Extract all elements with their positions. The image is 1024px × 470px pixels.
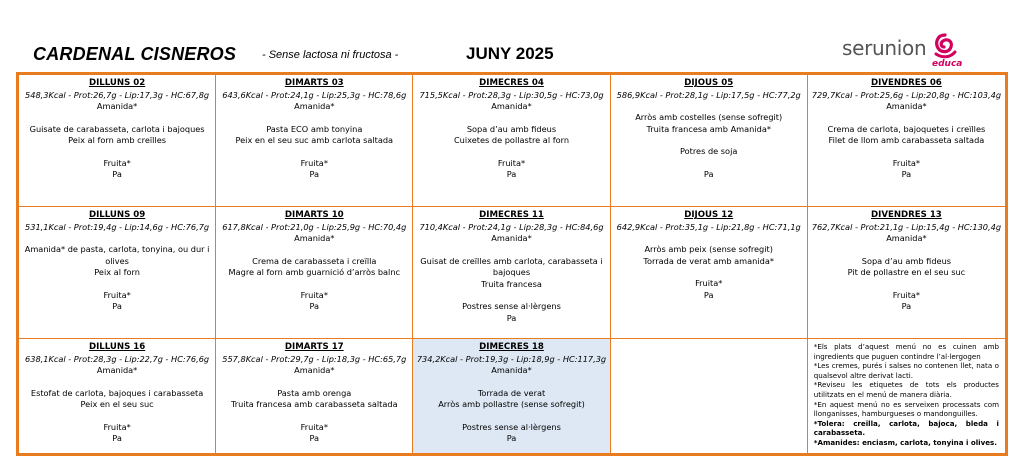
- dish-item: Magre al forn amb guarnició d’arròs balnc: [228, 267, 401, 277]
- salad-item: Amanida*: [294, 365, 335, 375]
- dessert-item: Pa: [309, 169, 320, 179]
- dish-item: Crema de carlota, bajoquetes i creïlles: [827, 123, 986, 134]
- spacer: [22, 377, 212, 388]
- dessert-item: Fruita*: [103, 289, 131, 300]
- dessert-item: Fruita*: [300, 157, 328, 168]
- salad-item: Amanida*: [491, 365, 532, 375]
- dessert-item: Fruita*: [892, 157, 921, 168]
- nutrition-info: 548,3Kcal - Prot:26,7g - Lip:17,3g - HC:67,8g: [25, 89, 210, 100]
- spacer: [614, 158, 804, 169]
- spacer: [811, 279, 1002, 290]
- nutrition-info: 715,5Kcal - Prot:28,3g - Lip:30,5g - HC:73,0g: [419, 89, 604, 100]
- note-line: *Els plats d’aquest menú no es cuinen amb ingredients que puguen contindre l’al·lergogen: [813, 342, 999, 361]
- nutrition-info: 557,8Kcal - Prot:29,7g - Lip:18,3g - HC:65,7g: [222, 353, 407, 364]
- day-heading: DILLUNS 02: [88, 78, 146, 88]
- spacer: [416, 147, 606, 158]
- dessert-item: Pa: [112, 301, 122, 311]
- day-heading: DIJOUS 12: [684, 210, 734, 220]
- dish-item: Guisate de carabasseta, carlota i bajoques: [29, 123, 205, 134]
- dish-item: Amanida* de pasta, carlota, tonyina, ou dur i olives: [24, 244, 210, 266]
- salad-item: Amanida*: [294, 233, 335, 243]
- day-cell: [216, 75, 413, 207]
- dish-item: Arròs amb pollastre (sense sofregit): [438, 399, 585, 409]
- dish-item: Guisat de creïlles amb carlota, carabasseta i bajoques: [420, 255, 603, 277]
- dessert-item: Fruita*: [300, 289, 328, 300]
- salad-item: Amanida*: [96, 365, 138, 375]
- dessert-item: Fruita*: [300, 421, 328, 432]
- day-heading: DILLUNS 16: [88, 342, 146, 352]
- salad-item: Amanida*: [886, 101, 927, 111]
- spacer: [416, 290, 606, 301]
- note-line: *Les cremes, purés i salses no contenen llet, nata o qualsevol altre derivat lacti.: [813, 361, 999, 380]
- empty-cell: [611, 339, 808, 453]
- day-cell: [19, 207, 216, 339]
- dish-item: Arròs amb peix (sense sofregit): [644, 244, 773, 254]
- dish-item: Peix al forn amb creïlles: [68, 135, 167, 145]
- dish-item: Truita francesa amb carabasseta saltada: [230, 399, 398, 409]
- spacer: [811, 113, 1002, 124]
- dish-item: Truita francesa: [481, 278, 542, 289]
- dish-item: Pit de pollastre en el seu suc: [847, 267, 966, 277]
- nutrition-info: 531,1Kcal - Prot:19,4g - Lip:14,6g - HC:76,7g: [25, 221, 210, 232]
- logo-swirl-icon: [932, 32, 958, 60]
- day-heading: DIVENDRES 06: [870, 78, 942, 88]
- spacer: [219, 147, 409, 158]
- nutrition-info: 762,7Kcal - Prot:21,1g - Lip:15,4g - HC:130,4g: [811, 221, 1002, 232]
- nutrition-info: 642,9Kcal - Prot:35,1g - Lip:21,8g - HC:71,1g: [616, 221, 801, 232]
- dish-item: Torrada de verat amb amanida*: [643, 255, 774, 266]
- day-heading: DIVENDRES 13: [870, 210, 942, 220]
- dessert-item: Pa: [112, 169, 122, 179]
- month-title: JUNY 2025: [466, 44, 554, 63]
- dessert-item: Pa: [901, 301, 912, 311]
- nutrition-info: 638,1Kcal - Prot:28,3g - Lip:22,7g - HC:76,6g: [25, 353, 210, 364]
- day-cell: [611, 75, 808, 207]
- dessert-item: Fruita*: [103, 421, 131, 432]
- day-cell: [216, 207, 413, 339]
- dish-item: Pasta amb orenga: [277, 387, 352, 398]
- spacer: [22, 279, 212, 290]
- salad-item: Amanida*: [96, 101, 138, 111]
- page-header: [0, 0, 1024, 72]
- logo-text: serunion: [842, 36, 927, 60]
- dish-item: Filet de llom amb carabasseta saltada: [828, 135, 985, 145]
- spacer: [219, 245, 409, 256]
- day-cell: [611, 207, 808, 339]
- day-heading: DIMARTS 17: [284, 342, 344, 352]
- notes-cell: [808, 339, 1005, 453]
- dish-item: Potres de soja: [680, 146, 738, 156]
- dish-item: Cuixetes de pollastre al forn: [453, 135, 570, 145]
- day-heading: DIMECRES 04: [479, 78, 544, 88]
- day-cell: [808, 207, 1005, 339]
- dessert-item: Fruita*: [103, 157, 131, 168]
- day-cell: [19, 339, 216, 453]
- dish-item: Peix en el seu suc: [80, 399, 154, 409]
- dessert-item: Pa: [112, 433, 122, 443]
- dish-item: Peix en el seu suc amb carlota saltada: [235, 135, 394, 145]
- dish-item: Truita francesa amb Amanida*: [646, 123, 771, 134]
- nutrition-info: 643,6Kcal - Prot:24,1g - Lip:25,3g - HC:78,6g: [222, 89, 407, 100]
- spacer: [219, 411, 409, 422]
- spacer: [614, 267, 804, 278]
- dessert-item: Pa: [703, 168, 714, 179]
- dessert-item: Pa: [703, 289, 714, 300]
- note-line: *Reviseu les etiquetes de tots els productes utilitzats en el menú de manera diària.: [813, 380, 999, 399]
- day-heading: DIMECRES 11: [479, 210, 544, 220]
- day-cell: [19, 75, 216, 207]
- spacer: [811, 245, 1002, 256]
- dessert-item: Pa: [506, 433, 517, 443]
- nutrition-info: 729,7Kcal - Prot:25,6g - Lip:20,8g - HC:103,4g: [811, 89, 1002, 100]
- day-cell: [808, 75, 1005, 207]
- note-line: *Amanides: enciasm, carlota, tonyina i olives.: [813, 437, 997, 447]
- spacer: [811, 147, 1002, 158]
- school-title: CARDENAL CISNEROS: [33, 44, 237, 64]
- spacer: [416, 245, 606, 256]
- dessert-item: Pa: [506, 312, 517, 323]
- day-heading: DIMECRES 18: [479, 342, 544, 352]
- salad-item: Amanida*: [491, 233, 532, 243]
- spacer: [22, 411, 212, 422]
- dessert-item: Pa: [506, 169, 517, 179]
- logo-subtext: educa: [932, 59, 963, 69]
- day-heading: DIJOUS 05: [684, 78, 734, 88]
- dessert-item: Pa: [309, 301, 320, 311]
- spacer: [416, 113, 606, 124]
- dessert-item: Fruita*: [892, 289, 921, 300]
- spacer: [22, 113, 212, 124]
- salad-item: Amanida*: [294, 101, 335, 111]
- day-cell: [216, 339, 413, 453]
- salad-item: Amanida*: [886, 233, 927, 243]
- day-cell: [413, 75, 610, 207]
- spacer: [219, 279, 409, 290]
- day-heading: DIMARTS 10: [284, 210, 344, 220]
- spacer: [614, 233, 804, 244]
- spacer: [219, 113, 409, 124]
- note-line: *En aquest menú no es serveixen processats com llonganisses, hamburgueses o mandonguilles.: [813, 399, 999, 419]
- day-heading: DIMARTS 03: [284, 78, 344, 88]
- dessert-item: Pa: [309, 433, 320, 443]
- spacer: [416, 377, 606, 388]
- salad-item: Amanida*: [491, 101, 532, 111]
- day-cell: [413, 207, 610, 339]
- serunion-logo: [842, 36, 963, 72]
- spacer: [22, 233, 212, 244]
- nutrition-info: 710,4Kcal - Prot:24,1g - Lip:28,3g - HC:84,6g: [419, 221, 604, 232]
- dessert-item: Fruita*: [695, 278, 723, 288]
- dessert-item: Postres sense al·lèrgens: [462, 301, 561, 311]
- spacer: [219, 377, 409, 388]
- dessert-item: Fruita*: [497, 157, 526, 168]
- spacer: [614, 101, 804, 112]
- dish-item: Pasta ECO amb tonyina: [266, 123, 363, 134]
- dessert-item: Postres sense al·lèrgens: [462, 421, 561, 432]
- dessert-item: Pa: [901, 169, 912, 179]
- note-line: *Tolera: creïlla, carlota, bajoca, bleda i carabasseta.: [813, 418, 999, 438]
- dish-item: Crema de carabasseta i creïlla: [252, 255, 377, 266]
- day-cell: [413, 339, 610, 453]
- dish-item: Peix al forn: [94, 267, 140, 277]
- diet-subtitle: - Sense lactosa ni fructosa -: [262, 49, 399, 61]
- menu-grid: [16, 72, 1008, 456]
- nutrition-info: 586,9Kcal - Prot:28,1g - Lip:17,5g - HC:77,2g: [616, 89, 801, 100]
- spacer: [614, 135, 804, 146]
- nutrition-info: 617,8Kcal - Prot:21,0g - Lip:25,9g - HC:70,4g: [222, 221, 407, 232]
- dish-item: Torrada de verat: [477, 387, 546, 398]
- nutrition-info: 734,2Kcal - Prot:19,3g - Lip:18,9g - HC:117,3g: [416, 353, 607, 364]
- dish-item: Estofat de carlota, bajoques i carabasseta: [30, 387, 204, 398]
- dish-item: Sopa d’au amb fideus: [466, 123, 557, 134]
- day-heading: DILLUNS 09: [88, 210, 146, 220]
- dish-item: Sopa d’au amb fideus: [861, 255, 952, 266]
- spacer: [22, 147, 212, 158]
- dish-item: Arròs amb costelles (sense sofregit): [635, 112, 783, 122]
- spacer: [416, 411, 606, 422]
